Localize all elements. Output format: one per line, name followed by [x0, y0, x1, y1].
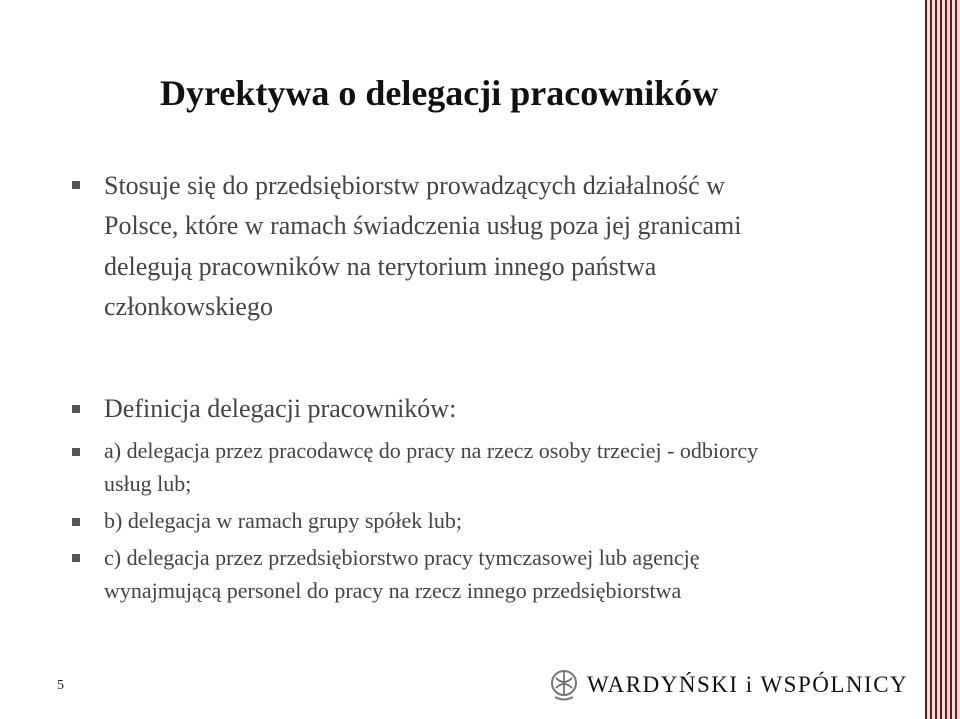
page-number: 5 — [57, 678, 64, 693]
sub-item-c-line-2: wynajmującą personel do pracy na rzecz innego przedsiębiorstwa — [104, 578, 682, 603]
bullet-marker — [72, 554, 80, 562]
bullet-1-line-1: Stosuje się do przedsiębiorstw prowadzących działalność w — [104, 171, 725, 200]
sub-item-a-line-1: a) delegacja przez pracodawcę do pracy na rzecz osoby trzeciej - odbiorcy — [104, 438, 759, 463]
bullet-2-text: Definicja delegacji pracowników: — [104, 394, 457, 423]
bullet-1-line-3: delegują pracowników na terytorium innego państwa — [104, 252, 657, 281]
decorative-stripes — [925, 0, 960, 719]
bullet-marker — [72, 448, 80, 456]
bullet-marker — [72, 181, 80, 189]
bullet-1-line-4: członkowskiego — [104, 292, 273, 321]
sub-item-b-line-1: b) delegacja w ramach grupy spółek lub; — [104, 508, 462, 533]
bullet-marker — [72, 518, 80, 526]
bullet-marker — [72, 405, 80, 413]
company-logo — [549, 668, 909, 704]
slide-title: Dyrektywa o delegacji pracowników — [160, 73, 719, 113]
sub-item-c-line-1: c) delegacja przez przedsiębiorstwo pracy tymczasowej lub agencję — [104, 545, 700, 570]
logo-text: WARDYŃSKI i WSPÓLNICY — [587, 672, 909, 697]
crest-icon — [549, 668, 579, 702]
sub-item-a-line-2: usług lub; — [104, 471, 192, 496]
bullet-1-line-2: Polsce, które w ramach świadczenia usług poza jej granicami — [104, 211, 742, 240]
